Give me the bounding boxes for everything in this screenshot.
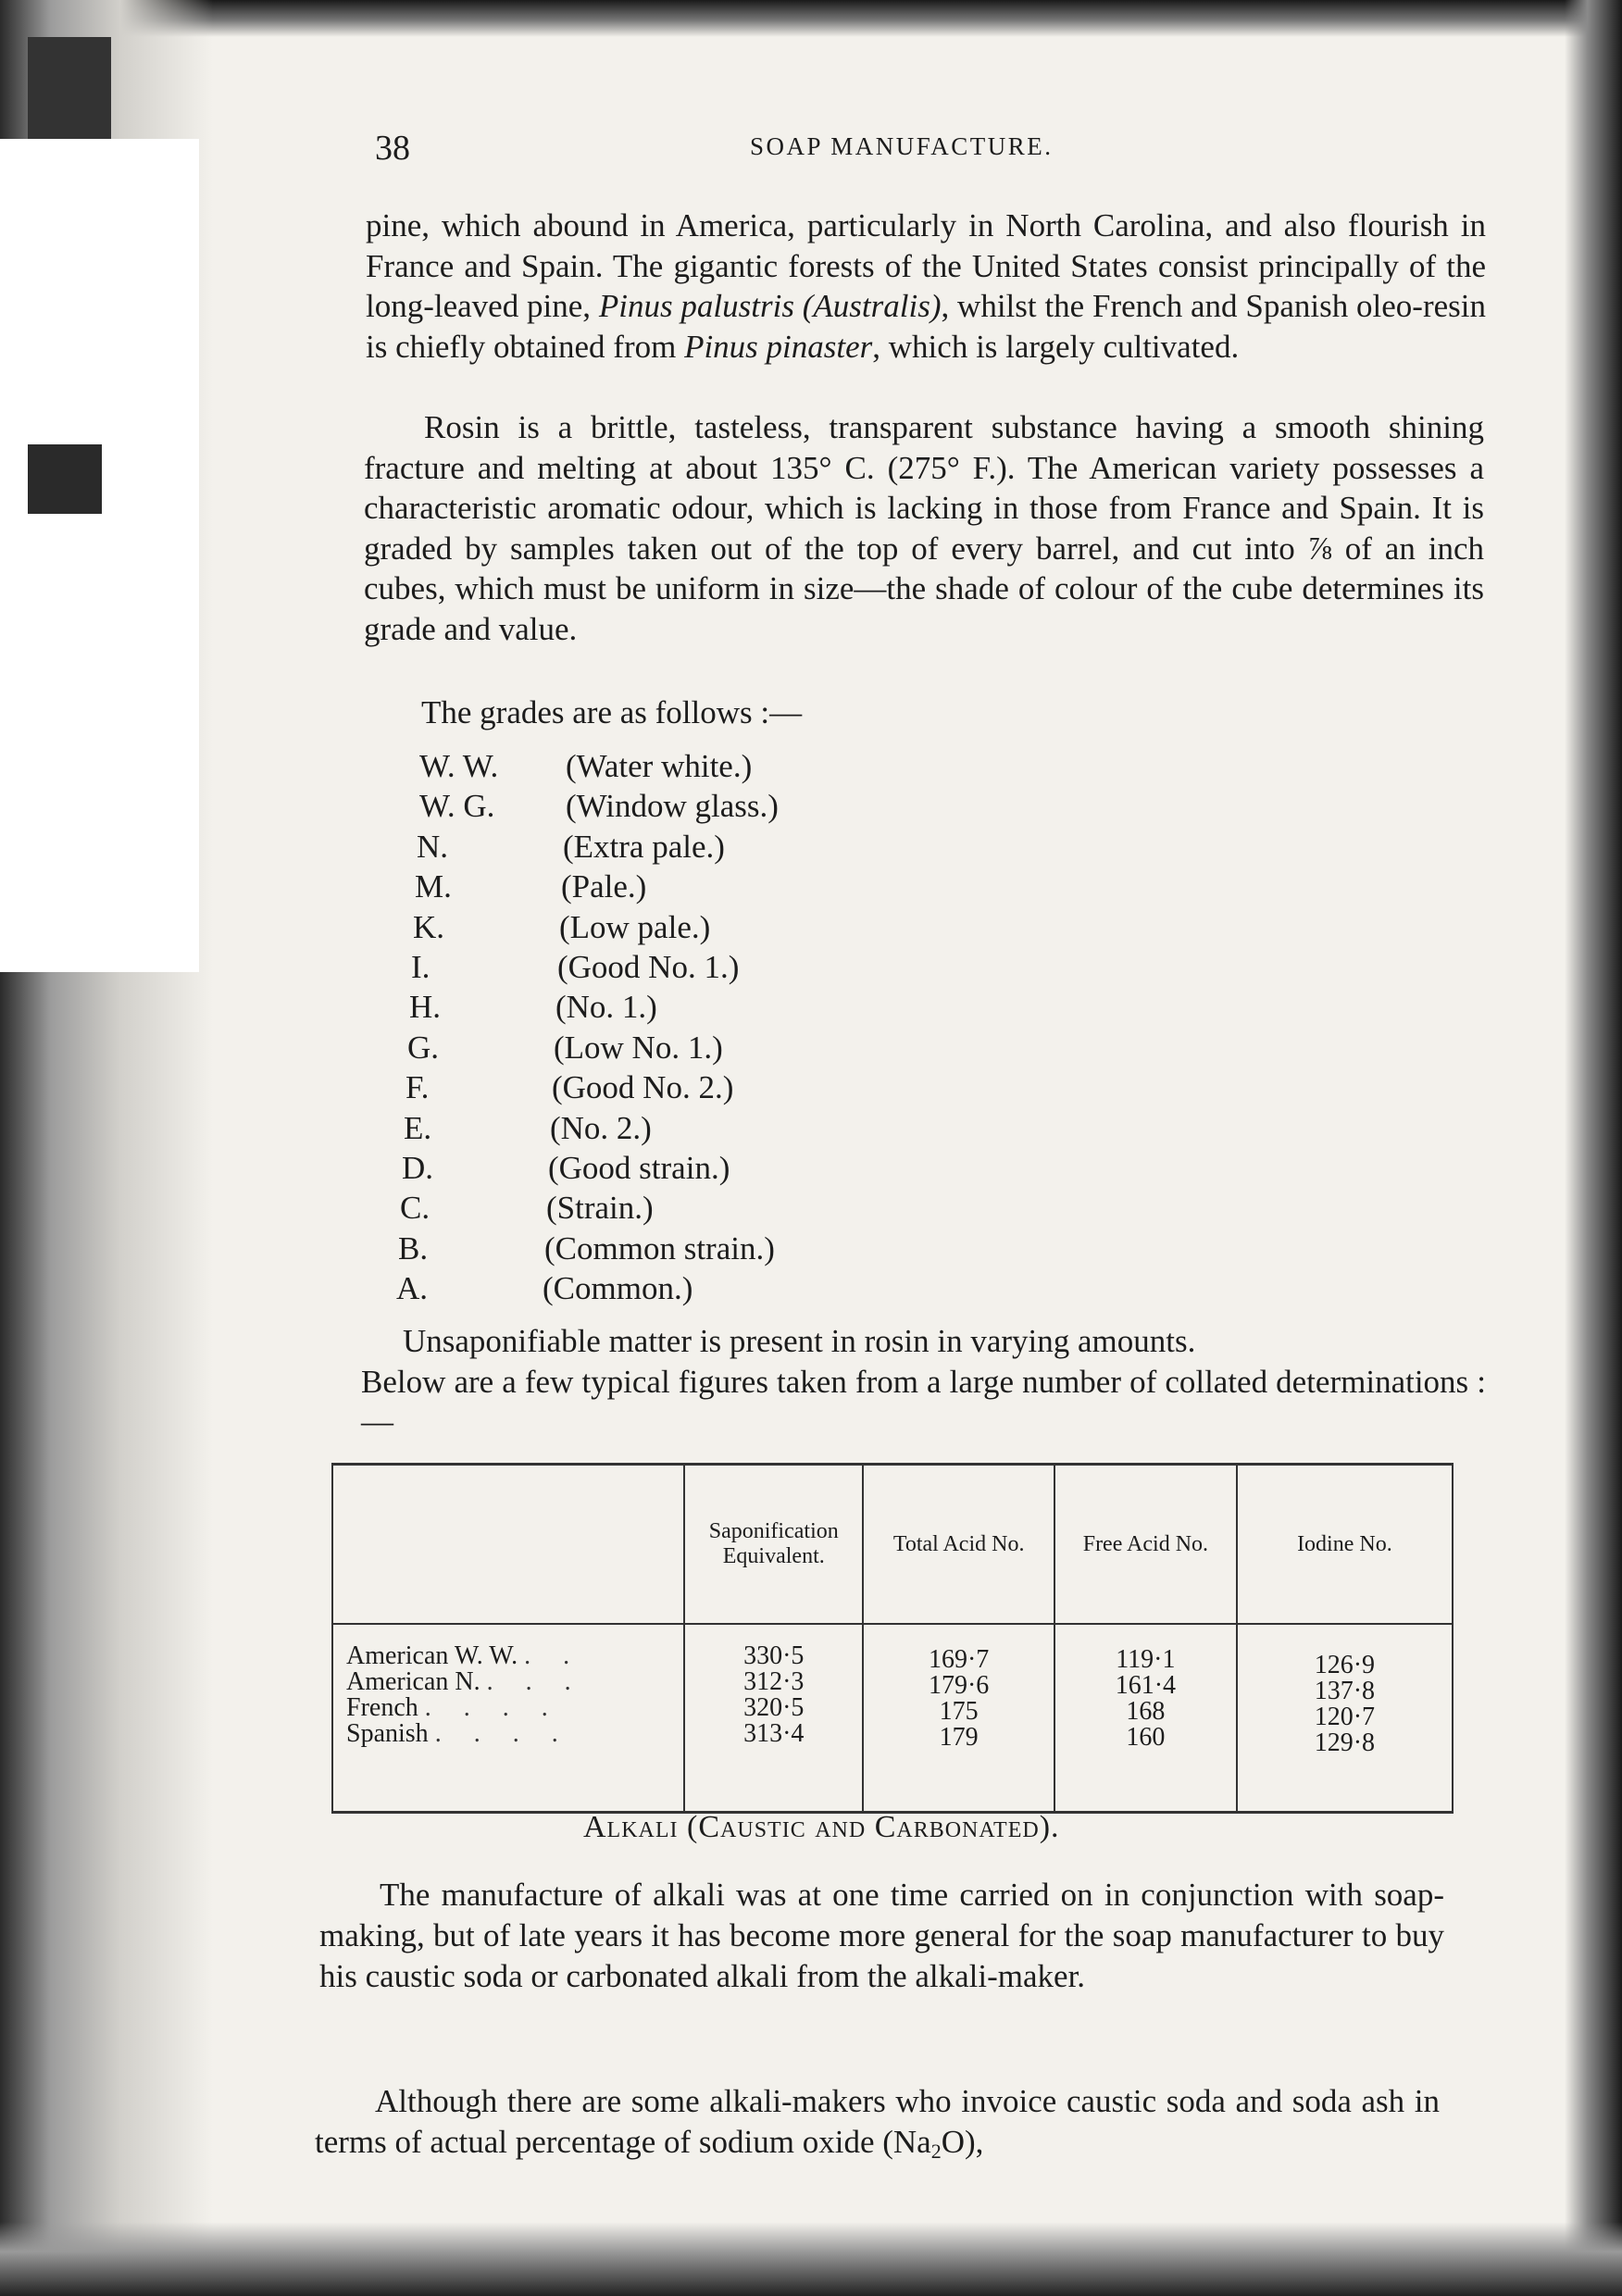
grades-list [396,746,779,1308]
grade-code: E. [404,1109,432,1146]
grade-code: B. [398,1229,429,1267]
grade-name: (Low pale.) [559,908,711,945]
grade-code: H. [409,989,442,1026]
table-cell: 179 [939,1723,979,1752]
grade-name: (Window glass.) [566,788,779,825]
table-row-name [346,1695,682,1721]
grade-item [413,907,790,947]
running-head: SOAP MANUFACTURE. [750,132,1054,160]
leader-dots: . . . . [424,1693,561,1722]
table-cell: 312·3 [743,1667,805,1696]
determinations-table [331,1463,1454,1814]
row-name-text: French [346,1693,418,1722]
italic-species: Pinus palustris (Australis) [598,288,942,324]
grade-name: (Extra pale.) [563,828,725,865]
column-saponification [684,1624,863,1813]
paragraph-alkali-manufacture: The manufacture of alkali was at one time carried on in conjunction with soap-making, but of late years it has become more general for the soap manufacturer to buy his caustic soda or carbonated alkali from the alkali-maker. [319,1877,1444,1994]
table-row-name [346,1669,682,1695]
text-span: , whilst the French and Spanish oleo-resin is chiefly obtained from [366,288,1486,365]
grade-code: N. [417,828,449,865]
grade-name: (Strain.) [546,1190,654,1227]
grade-code: W. W. [419,748,499,784]
table-cell: 175 [939,1697,979,1726]
grade-item [407,1028,784,1067]
grade-name: (Low No. 1.) [554,1029,723,1066]
leader-dots: . . [524,1641,583,1670]
text-span: Although there are some alkali-makers who invoice caustic soda and soda ash in terms of actual percentage of sodium oxide (Na [315,2083,1440,2160]
grade-code: F. [406,1069,430,1106]
table-cell: 168 [1126,1697,1166,1726]
grade-item [404,1108,780,1148]
grade-name: (Good No. 1.) [557,948,740,985]
grade-name: (No. 2.) [550,1109,652,1146]
paragraph-alkali-makers [315,2081,1440,2163]
grade-item [400,1188,777,1228]
column-iodine [1237,1624,1453,1813]
table-header-row [332,1465,1453,1625]
grades-intro: The grades are as follows :— [421,694,803,730]
text-span: pine, which abound in America, particularly in North Carolina, and also flourish in France and Spain. The gigantic forests of the United States consist principally of the long-leaved pine, [366,207,1486,324]
grade-name: (No. 1.) [555,989,657,1026]
grade-item [398,1229,775,1268]
grade-item [409,987,786,1027]
table-cell: 320·5 [743,1693,805,1722]
table-row-name [346,1721,682,1747]
text-span: O), [941,2124,984,2160]
table-cell: 126·9 [1314,1651,1376,1679]
text-typical-figures: Below are a few typical figures taken from a large number of collated determinations :— [361,1363,1486,1440]
page-number: 38 [375,129,410,168]
table-cell: 160 [1126,1723,1166,1752]
header-total-acid: Total Acid No. [863,1465,1054,1625]
grade-code: W. G. [419,788,495,825]
grade-code: C. [400,1190,430,1227]
grade-name: (Good strain.) [548,1149,730,1186]
italic-species: Pinus pinaster [684,328,873,365]
paragraph-rosin-description: Rosin is a brittle, tasteless, transparent substance having a smooth shining fracture and melting at about 135° C. (275° F.). The American variety possesses a characteristic aromatic odour, which is lacking in those from France and Spain. It is graded by samples taken out of the top of every barrel, and cut into ⅞ of an inch cubes, which must be uniform in size—the shade of colour of the cube determines its grade and value. [364,409,1484,647]
table-cell: 120·7 [1314,1703,1376,1731]
table-cell: 330·5 [743,1641,805,1670]
row-name-text: Spanish [346,1719,429,1748]
table-body-row [332,1624,1453,1813]
subscript: 2 [930,2140,942,2163]
header-blank [332,1465,684,1625]
table-cell: 137·8 [1314,1677,1376,1705]
grade-item [411,947,788,987]
grade-item [402,1148,779,1188]
grade-name: (Common strain.) [544,1229,775,1267]
grade-code: A. [396,1270,429,1307]
leader-dots: . . . [486,1667,584,1696]
grade-code: I. [411,948,430,985]
table-cell: 169·7 [928,1645,990,1674]
table-row-name [346,1643,682,1669]
section-heading: Alkali (Caustic and Carbonated). [583,1810,1060,1844]
table-cell: 179·6 [928,1671,990,1700]
grade-item [417,827,793,867]
row-name-text: American N. [346,1667,480,1696]
paragraph-pine-forests [366,206,1486,367]
header-saponification: Saponification Equivalent. [684,1465,863,1625]
table-cell: 129·8 [1314,1728,1376,1757]
grade-name: (Pale.) [561,868,647,905]
text-unsaponifiable: Unsaponifiable matter is present in rosin in varying amounts. [403,1323,1196,1359]
grade-item [419,786,796,826]
grade-code: G. [407,1029,440,1066]
column-names [332,1624,684,1813]
grade-code: D. [402,1149,434,1186]
column-free-acid [1054,1624,1237,1813]
grade-item [396,1268,773,1308]
column-total-acid [863,1624,1054,1813]
grade-name: (Water white.) [566,748,753,784]
row-name-text: American W. W. [346,1641,518,1670]
table-cell: 161·4 [1115,1671,1177,1700]
header-iodine: Iodine No. [1237,1465,1453,1625]
grade-name: (Good No. 2.) [552,1069,734,1106]
leader-dots: . . . . [434,1719,571,1748]
table-cell: 119·1 [1116,1645,1176,1674]
grade-code: K. [413,908,445,945]
grade-code: M. [415,868,452,905]
text-span: , which is largely cultivated. [872,328,1240,365]
header-free-acid: Free Acid No. [1054,1465,1237,1625]
grade-item [406,1067,782,1107]
grade-name: (Common.) [543,1270,693,1307]
table-cell: 313·4 [743,1719,805,1748]
grade-item [419,746,796,786]
grade-item [415,867,792,906]
paragraph-unsaponifiable [361,1321,1486,1442]
